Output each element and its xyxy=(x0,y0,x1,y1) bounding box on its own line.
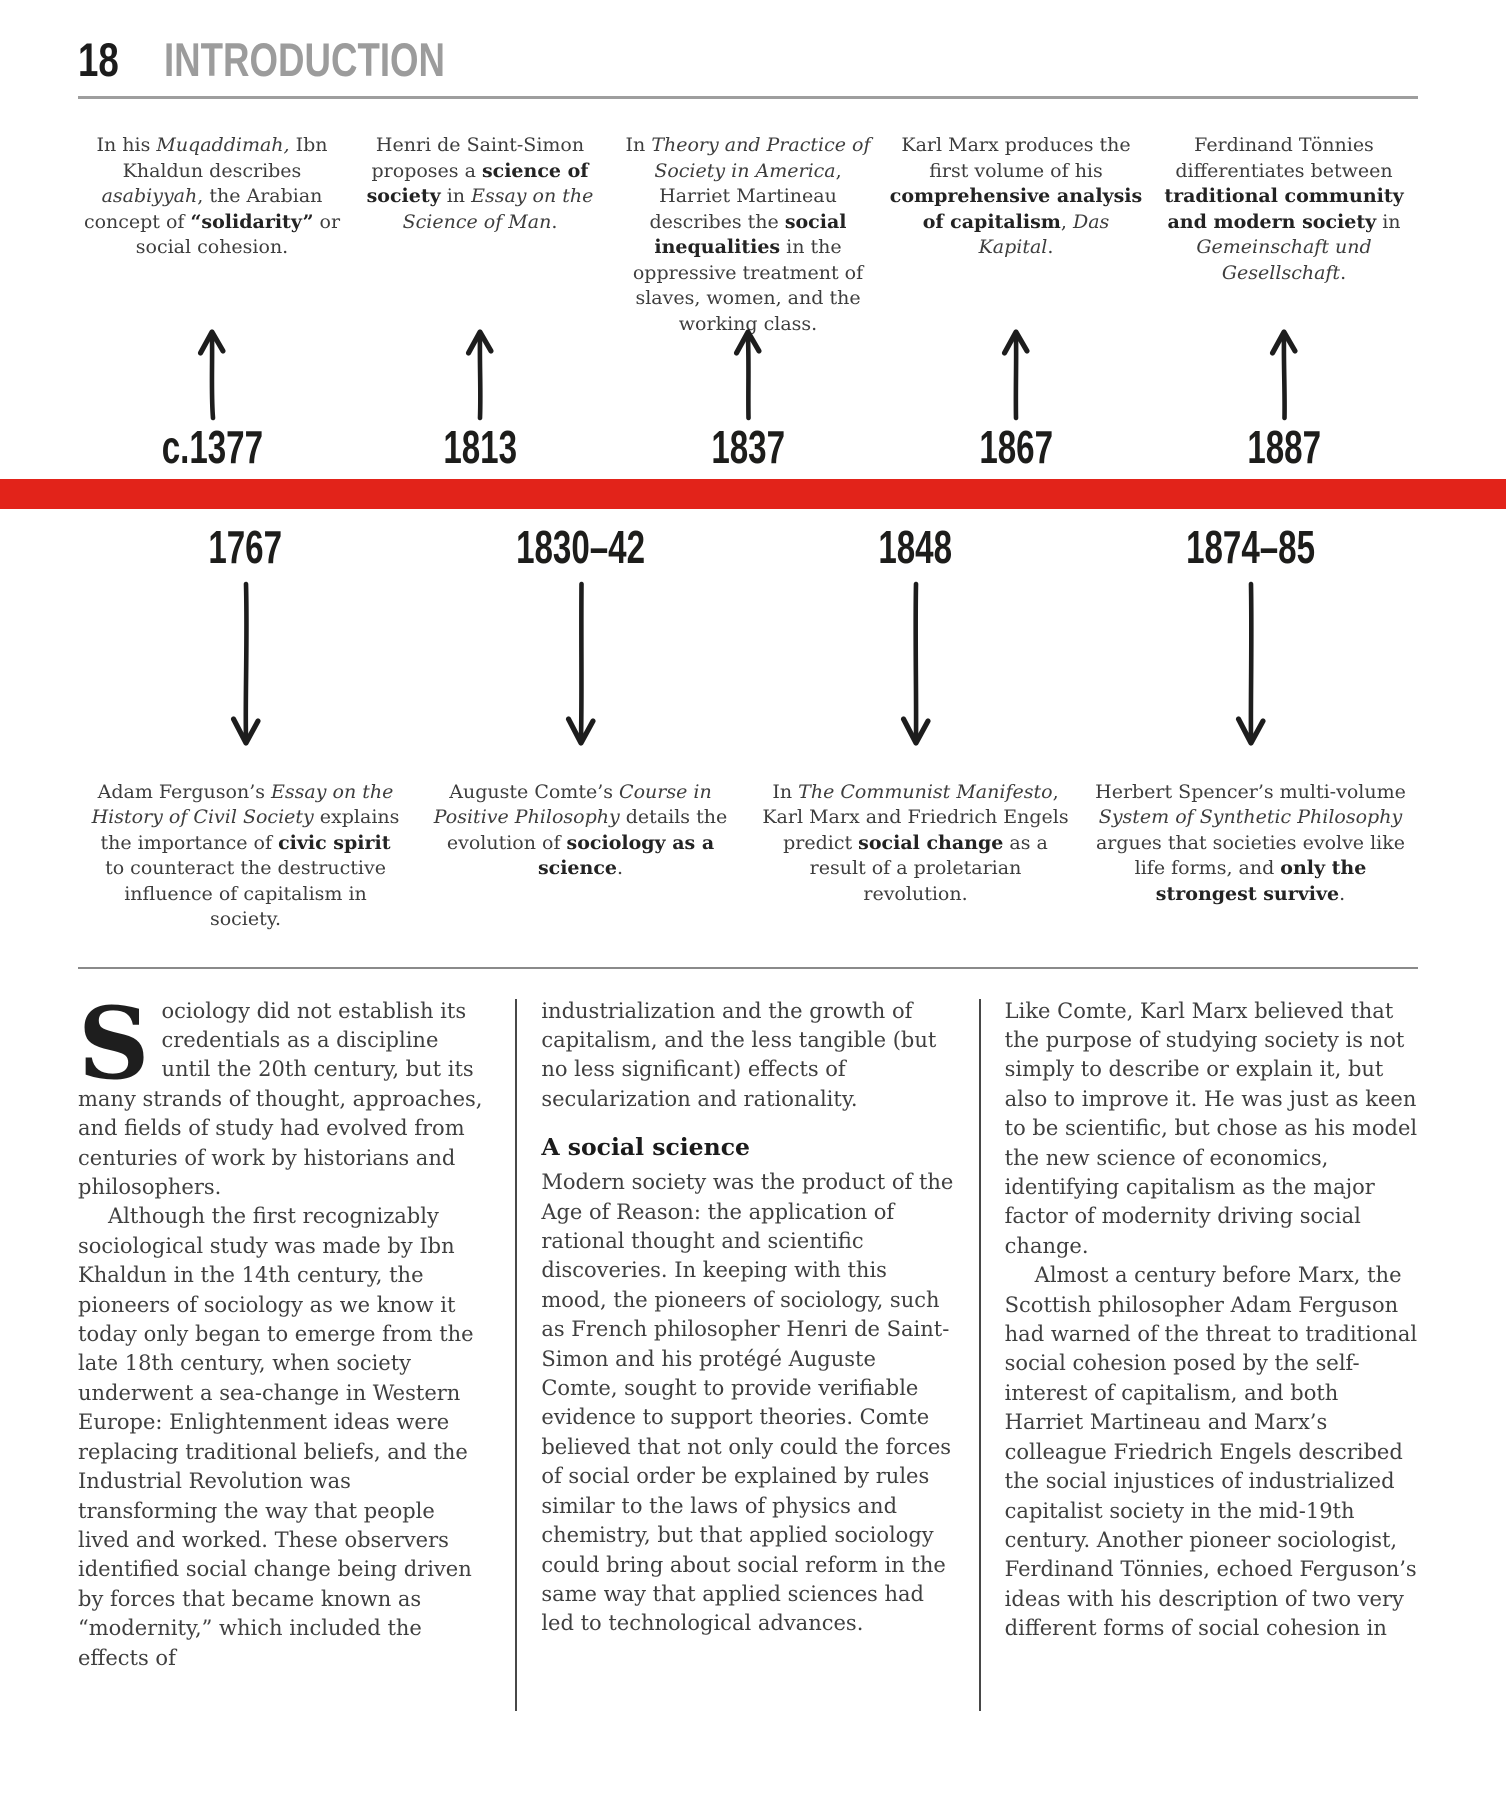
timeline-event-1887 xyxy=(1150,133,1418,471)
down-arrow-icon xyxy=(1229,580,1273,766)
paragraph: Modern society was the product of the Age of Reason: the application of rational thought and scientific discoveries. In keeping with this mood, the pioneers of sociology, such as French philosopher Henri de Saint-Simon and his protégé Auguste Comte, sought to provide verifiable evidence to support theories. Comte believed that not only could the forces of social order be explained by rules similar to the laws of physics and chemistry, but that applied sociology could bring about social reform in the same way that applied sciences had led to technological advances. xyxy=(541,1170,954,1636)
timeline-top-row xyxy=(78,133,1418,471)
event-date: 1837 xyxy=(711,421,785,473)
event-date: c.1377 xyxy=(161,421,263,473)
timeline-event-1377 xyxy=(78,133,346,471)
event-text: In The Communist Manifesto, Karl Marx and Friedrich Engels predict social change as a result of a proletarian revolution. xyxy=(762,780,1069,905)
section-divider-rule xyxy=(78,967,1418,969)
paragraph-text: ociology did not establish its credentials as a discipline until the 20th century, but its many strands of thought, approaches, and fields of study had evolved from centuries of work by historians and philosophers. xyxy=(78,998,483,1200)
down-arrow-icon xyxy=(894,580,938,766)
up-arrow-icon xyxy=(994,325,1038,421)
event-text: Auguste Comte’s Course in Positive Philosophy details the evolution of sociology as a science. xyxy=(433,780,728,880)
page-number: 18 xyxy=(78,33,119,86)
article-column-2 xyxy=(517,997,978,1639)
up-arrow-icon xyxy=(726,325,770,421)
event-date: 1867 xyxy=(979,421,1053,473)
drop-cap: S xyxy=(78,985,150,1102)
event-text: Ferdinand Tönnies differentiates between traditional community and modern society in Gemeinschaft und Gesellschaft. xyxy=(1164,134,1404,284)
event-text: Karl Marx produces the first volume of his comprehensive analysis of capitalism, Das Kapital. xyxy=(889,134,1143,258)
timeline-event-1874-85 xyxy=(1083,517,1418,932)
article-body xyxy=(78,985,1418,1711)
page-header xyxy=(78,33,1418,99)
paragraph: industrialization and the growth of capitalism, and the less tangible (but no less significant) effects of secularization and rationality. xyxy=(541,998,937,1111)
timeline-bottom-row xyxy=(78,517,1418,932)
event-text: Herbert Spencer’s multi-volume System of Synthetic Philosophy argues that societies evolve like life forms, and only the strongest survive. xyxy=(1095,780,1406,905)
timeline-event-1830-42 xyxy=(413,517,748,932)
event-date: 1887 xyxy=(1247,421,1321,473)
event-text: In Theory and Practice of Society in America, Harriet Martineau describes the social inequalities in the oppressive treatment of slaves, women, and the working class. xyxy=(625,134,871,335)
up-arrow-icon xyxy=(1262,325,1306,421)
event-date: 1874–85 xyxy=(1186,521,1315,574)
article-column-1 xyxy=(78,985,515,1673)
event-date: 1813 xyxy=(443,421,517,473)
section-heading: A social science xyxy=(541,1133,750,1162)
paragraph: Although the first recognizably sociological study was made by Ibn Khaldun in the 14th century, the pioneers of sociology as we know it today only began to emerge from the late 18th century, when society underwent a sea-change in Western Europe: Enlightenment ideas were replacing traditional beliefs, and the Industrial Revolution was transforming the way that people lived and worked. These observers identified social change being driven by forces that became known as “modernity,” which included the effects of xyxy=(78,1204,474,1670)
up-arrow-icon xyxy=(190,325,234,421)
event-text: In his Muqaddimah, Ibn Khaldun describes asabiyyah, the Arabian concept of “solidarity” or social cohesion. xyxy=(83,134,341,258)
event-date: 1848 xyxy=(878,521,953,574)
paragraph: Like Comte, Karl Marx believed that the purpose of studying society is not simply to describe or explain it, but also to improve it. He was just as keen to be scientific, but chose as his model the new science of economics, identifying capitalism as the major factor of modernity driving social change. xyxy=(1004,998,1418,1258)
timeline-event-1867 xyxy=(882,133,1150,471)
event-date: 1830–42 xyxy=(516,521,645,574)
event-text: Adam Ferguson’s Essay on the History of Civil Society explains the importance of civic spirit to counteract the destructive influence of capitalism in society. xyxy=(91,780,400,931)
article-column-3 xyxy=(981,997,1418,1644)
timeline-bar xyxy=(0,479,1506,509)
event-text: Henri de Saint-Simon proposes a science of society in Essay on the Science of Man. xyxy=(366,134,594,233)
paragraph: Almost a century before Marx, the Scottish philosopher Adam Ferguson had warned of the threat to traditional social cohesion posed by the self-interest of capitalism, and both Harriet Martineau and Marx’s colleague Friedrich Engels described the social injustices of industrialized capitalist society in the mid-19th century. Another pioneer sociologist, Ferdinand Tönnies, echoed Ferguson’s ideas with his description of two very different forms of social cohesion in xyxy=(1004,1263,1418,1641)
timeline-event-1848 xyxy=(748,517,1083,932)
page-title: INTRODUCTION xyxy=(164,33,446,86)
timeline-event-1837 xyxy=(614,133,882,471)
down-arrow-icon xyxy=(559,580,603,766)
timeline-event-1767 xyxy=(78,517,413,932)
paragraph xyxy=(78,985,491,1203)
down-arrow-icon xyxy=(224,580,268,766)
event-date: 1767 xyxy=(208,521,283,574)
up-arrow-icon xyxy=(458,325,502,421)
timeline-event-1813 xyxy=(346,133,614,471)
